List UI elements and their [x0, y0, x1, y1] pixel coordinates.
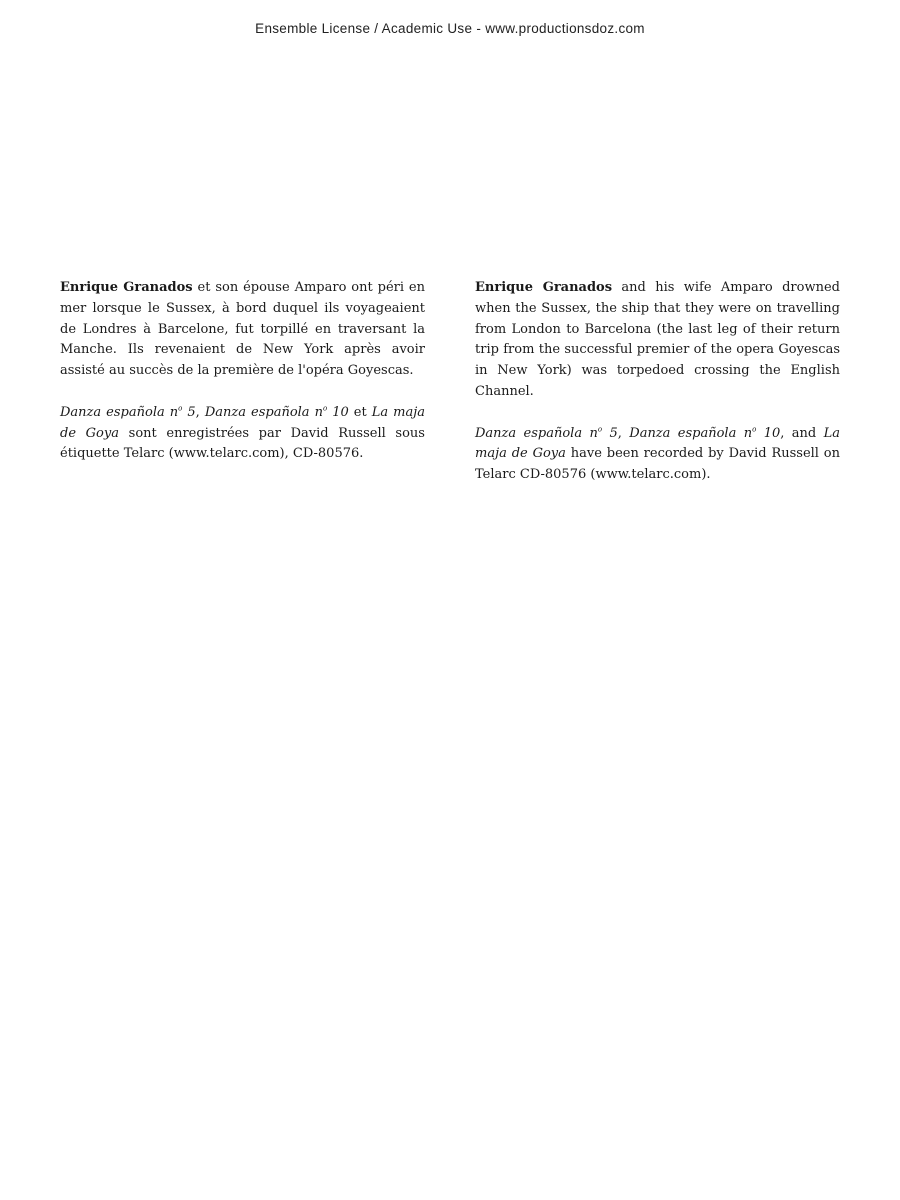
french-paragraph-history: [60, 278, 425, 382]
work-title-danza-5: Danza española $n^o$ 5: [475, 425, 618, 441]
text-columns: [60, 278, 840, 507]
french-history-text: et son épouse Amparo ont péri en mer lorsque le Sussex, à bord duquel ils voyageaient de Londres à Barcelone, fut torpillé en traversant la Manche. Ils revenaient de New York après avoir assisté au succès de la première de l'opéra Goyescas.: [60, 280, 425, 379]
english-paragraph-recording: Danza española $n^o$ 5, Danza española $n^o$ 10, and La maja de Goya have been recorded by David Russell on Telarc CD-80576 (www.telarc.com).: [475, 425, 841, 483]
work-title-la-maja: La maja de Goya: [60, 404, 426, 441]
english-column: [475, 278, 840, 507]
french-paragraph-recording: Danza española $n^o$ 5, Danza española $n^o$ 10 et La maja de Goya sont enregistrées par David Russell sous étiquette Telarc (www.telarc.com), CD-80576.: [60, 404, 426, 462]
composer-name: Enrique Granados: [60, 280, 193, 295]
french-recording-text: sont enregistrées par David Russell sous étiquette Telarc (www.telarc.com), CD-80576.: [60, 425, 425, 462]
english-history-text: and his wife Amparo drowned when the Sussex, the ship that they were on travelling from London to Barcelona (the last leg of their return trip from the successful premier of the opera Goyescas in New York) was torpedoed crossing the English Channel.: [475, 280, 840, 399]
work-title-danza-5: Danza española $n^o$ 5: [60, 404, 196, 420]
french-column: [60, 278, 425, 507]
work-title-la-maja: La maja de Goya: [475, 425, 841, 462]
license-header: Ensemble License / Academic Use - www.productionsdoz.com: [255, 21, 645, 36]
composer-name: Enrique Granados: [475, 280, 613, 295]
english-paragraph-history: [475, 278, 840, 403]
work-title-danza-10: Danza española $n^o$ 10: [204, 404, 349, 420]
english-recording-text: have been recorded by David Russell on Telarc CD-80576 (www.telarc.com).: [475, 446, 841, 483]
work-title-danza-10: Danza española $n^o$ 10: [629, 425, 781, 441]
